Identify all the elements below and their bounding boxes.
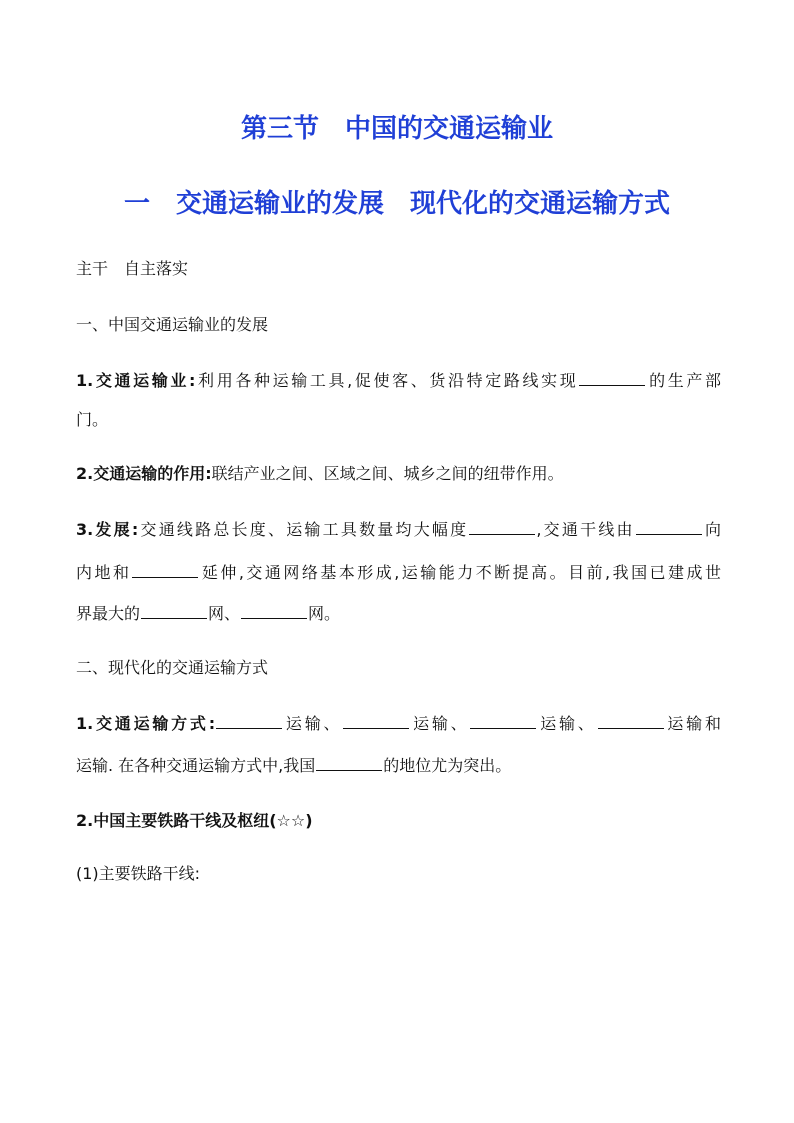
term-label: 1.交通运输业: [76,371,196,390]
body-text: 运输和 [664,714,721,733]
part1-item1-line2 [76,410,721,430]
part1-item3-line3 [76,603,721,624]
fill-blank[interactable] [469,519,535,535]
body-text: 的生产部 [646,371,721,390]
body-text: 运输、 [537,714,597,733]
body-text: ,交通干线由 [536,520,635,539]
part2-item1-line2 [76,755,721,776]
page-title: 第三节 中国的交通运输业 [240,114,553,144]
body-text: 门。 [76,410,109,429]
section-label: 主干 自主落实 [76,259,189,278]
body-text: 联结产业之间、区域之间、城乡之间的纽带作用。 [211,464,564,483]
part1-item1-line1 [76,370,721,391]
fill-blank[interactable] [579,370,645,386]
fill-blank[interactable] [598,713,664,729]
body-text: 运输、 [410,714,470,733]
part2-heading: 二、现代化的交通运输方式 [76,658,269,677]
page-subtitle: 一 交通运输业的发展 现代化的交通运输方式 [123,189,670,219]
body-text: 界最大的 [76,604,141,623]
term-label: 3.发展: [76,520,139,539]
body-text: 运输、 [283,714,343,733]
term-label: 1.交通运输方式: [76,714,216,733]
fill-blank[interactable] [316,755,382,771]
body-text: 利用各种运输工具,促使客、货沿特定路线实现 [195,371,579,390]
part2-item2-heading: 2.中国主要铁路干线及枢纽(☆☆) [76,811,313,830]
body-text: 网、 [208,604,241,623]
body-text: 交通线路总长度、运输工具数量均大幅度 [138,520,469,539]
body-text: 的地位尤为突出。 [383,756,512,775]
body-text: 网。 [308,604,341,623]
fill-blank[interactable] [470,713,536,729]
body-text: 延伸,交通网络基本形成,运输能力不断提高。目前,我国已建成世 [199,563,721,582]
fill-blank[interactable] [343,713,409,729]
body-text: 向 [702,520,721,539]
part2-item3: (1)主要铁路干线: [76,864,201,883]
fill-blank[interactable] [132,562,198,578]
part1-heading: 一、中国交通运输业的发展 [76,315,269,334]
term-label: 2.交通运输的作用: [76,464,212,483]
part1-item2 [76,464,721,484]
body-text: 内地和 [76,563,132,582]
fill-blank[interactable] [216,713,282,729]
part1-item3-line2 [76,562,721,583]
fill-blank[interactable] [636,519,702,535]
fill-blank[interactable] [241,603,307,619]
part1-item3-line1 [76,519,721,540]
body-text: 运输. 在各种交通运输方式中,我国 [76,756,316,775]
fill-blank[interactable] [141,603,207,619]
part2-item1-line1 [76,713,721,734]
